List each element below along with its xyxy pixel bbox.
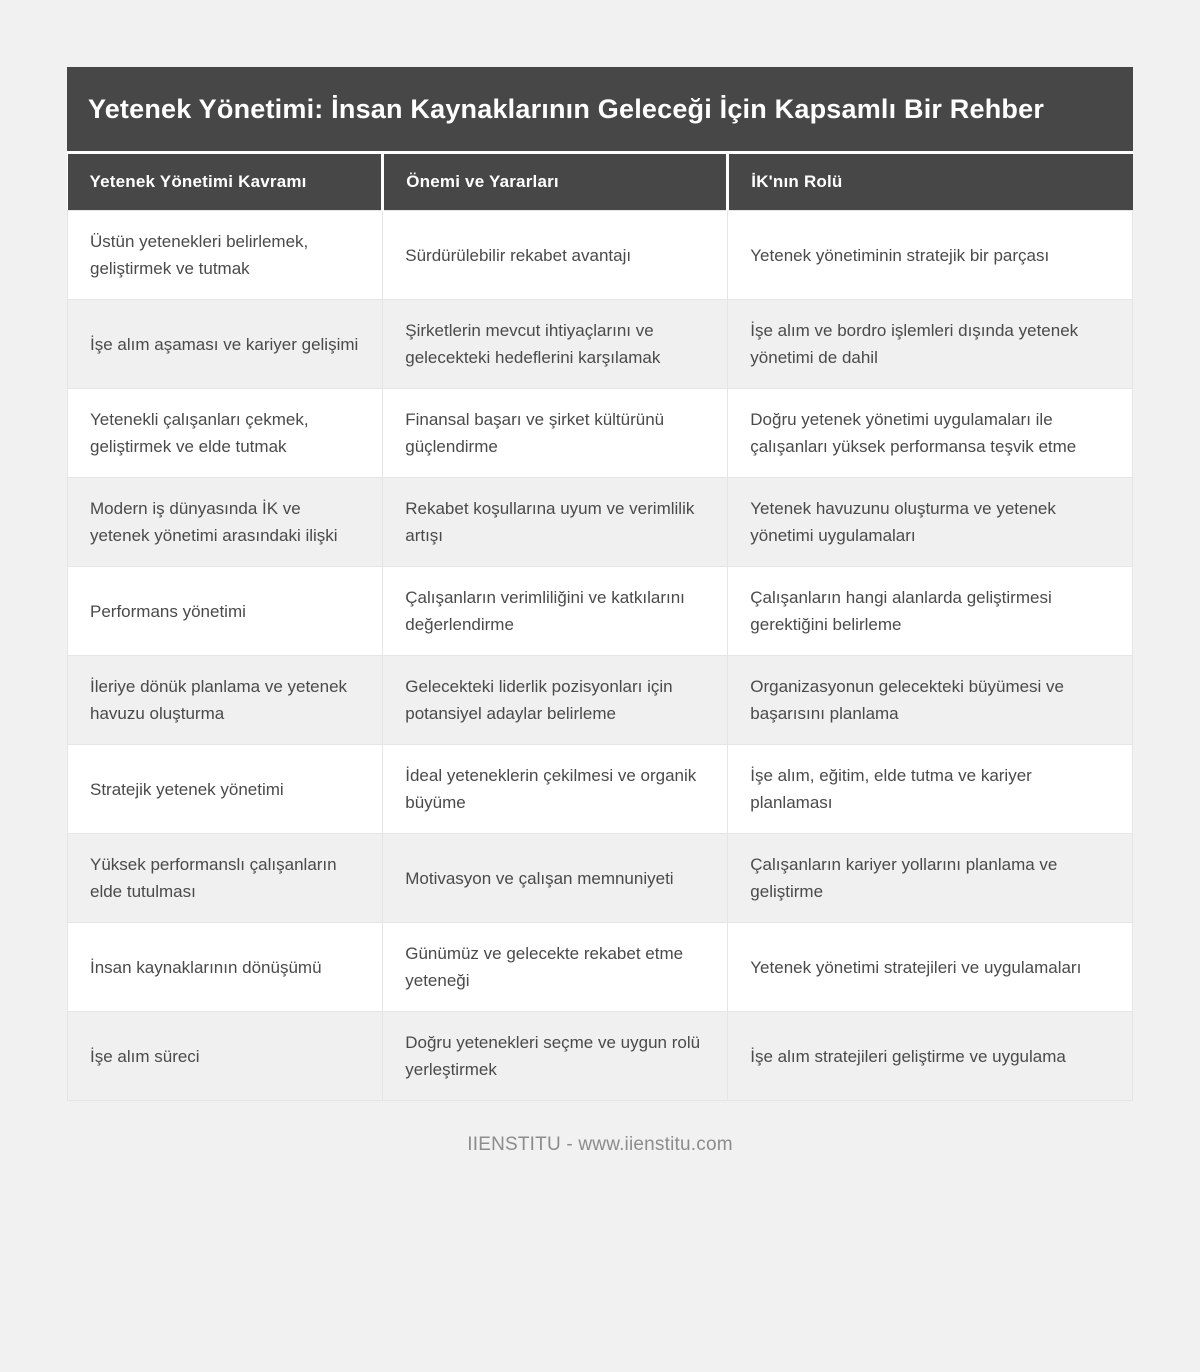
table-cell: Doğru yetenekleri seçme ve uygun rolü yerleştirmek <box>383 1012 728 1101</box>
table-cell: Yetenek havuzunu oluşturma ve yetenek yönetimi uygulamaları <box>728 478 1133 567</box>
table-cell: Çalışanların kariyer yollarını planlama ve geliştirme <box>728 834 1133 923</box>
table-cell: Rekabet koşullarına uyum ve verimlilik artışı <box>383 478 728 567</box>
talent-management-table <box>67 154 1133 1101</box>
table-cell: Doğru yetenek yönetimi uygulamaları ile çalışanları yüksek performansa teşvik etme <box>728 389 1133 478</box>
content-card <box>67 67 1133 1101</box>
table-cell: Sürdürülebilir rekabet avantajı <box>383 211 728 300</box>
table-cell: İnsan kaynaklarının dönüşümü <box>68 923 383 1012</box>
table-header-row <box>68 154 1133 211</box>
table-cell: İşe alım ve bordro işlemleri dışında yetenek yönetimi de dahil <box>728 300 1133 389</box>
table-row <box>68 567 1133 656</box>
table-cell: Çalışanların verimliliğini ve katkılarını değerlendirme <box>383 567 728 656</box>
table-row <box>68 745 1133 834</box>
table-row <box>68 211 1133 300</box>
table-cell: Yetenek yönetimi stratejileri ve uygulamaları <box>728 923 1133 1012</box>
table-cell: Organizasyonun gelecekteki büyümesi ve başarısını planlama <box>728 656 1133 745</box>
table-cell: Günümüz ve gelecekte rekabet etme yeteneği <box>383 923 728 1012</box>
table-cell: İşe alım stratejileri geliştirme ve uygulama <box>728 1012 1133 1101</box>
table-row <box>68 1012 1133 1101</box>
table-row <box>68 656 1133 745</box>
table-cell: İşe alım aşaması ve kariyer gelişimi <box>68 300 383 389</box>
table-row <box>68 389 1133 478</box>
table-cell: Finansal başarı ve şirket kültürünü güçlendirme <box>383 389 728 478</box>
footer-credit: IIENSTITU - www.iienstitu.com <box>467 1134 733 1155</box>
column-header-concept: Yetenek Yönetimi Kavramı <box>68 154 383 211</box>
table-row <box>68 478 1133 567</box>
column-header-importance: Önemi ve Yararları <box>383 154 728 211</box>
table-row <box>68 923 1133 1012</box>
column-header-hr-role: İK'nın Rolü <box>728 154 1133 211</box>
table-cell: Yetenek yönetiminin stratejik bir parçası <box>728 211 1133 300</box>
table-cell: Yüksek performanslı çalışanların elde tutulması <box>68 834 383 923</box>
table-row <box>68 300 1133 389</box>
table-cell: Üstün yetenekleri belirlemek, geliştirmek ve tutmak <box>68 211 383 300</box>
table-cell: Modern iş dünyasında İK ve yetenek yönetimi arasındaki ilişki <box>68 478 383 567</box>
table-cell: Stratejik yetenek yönetimi <box>68 745 383 834</box>
table-cell: Çalışanların hangi alanlarda geliştirmesi gerektiğini belirleme <box>728 567 1133 656</box>
table-cell: Performans yönetimi <box>68 567 383 656</box>
table-cell: İleriye dönük planlama ve yetenek havuzu oluşturma <box>68 656 383 745</box>
table-row <box>68 834 1133 923</box>
page-title: Yetenek Yönetimi: İnsan Kaynaklarının Geleceği İçin Kapsamlı Bir Rehber <box>67 67 1133 151</box>
table-cell: İşe alım süreci <box>68 1012 383 1101</box>
table-cell: Yetenekli çalışanları çekmek, geliştirmek ve elde tutmak <box>68 389 383 478</box>
table-cell: Gelecekteki liderlik pozisyonları için potansiyel adaylar belirleme <box>383 656 728 745</box>
table-cell: Motivasyon ve çalışan memnuniyeti <box>383 834 728 923</box>
table-cell: Şirketlerin mevcut ihtiyaçlarını ve gelecekteki hedeflerini karşılamak <box>383 300 728 389</box>
table-cell: İşe alım, eğitim, elde tutma ve kariyer planlaması <box>728 745 1133 834</box>
table-cell: İdeal yeteneklerin çekilmesi ve organik büyüme <box>383 745 728 834</box>
